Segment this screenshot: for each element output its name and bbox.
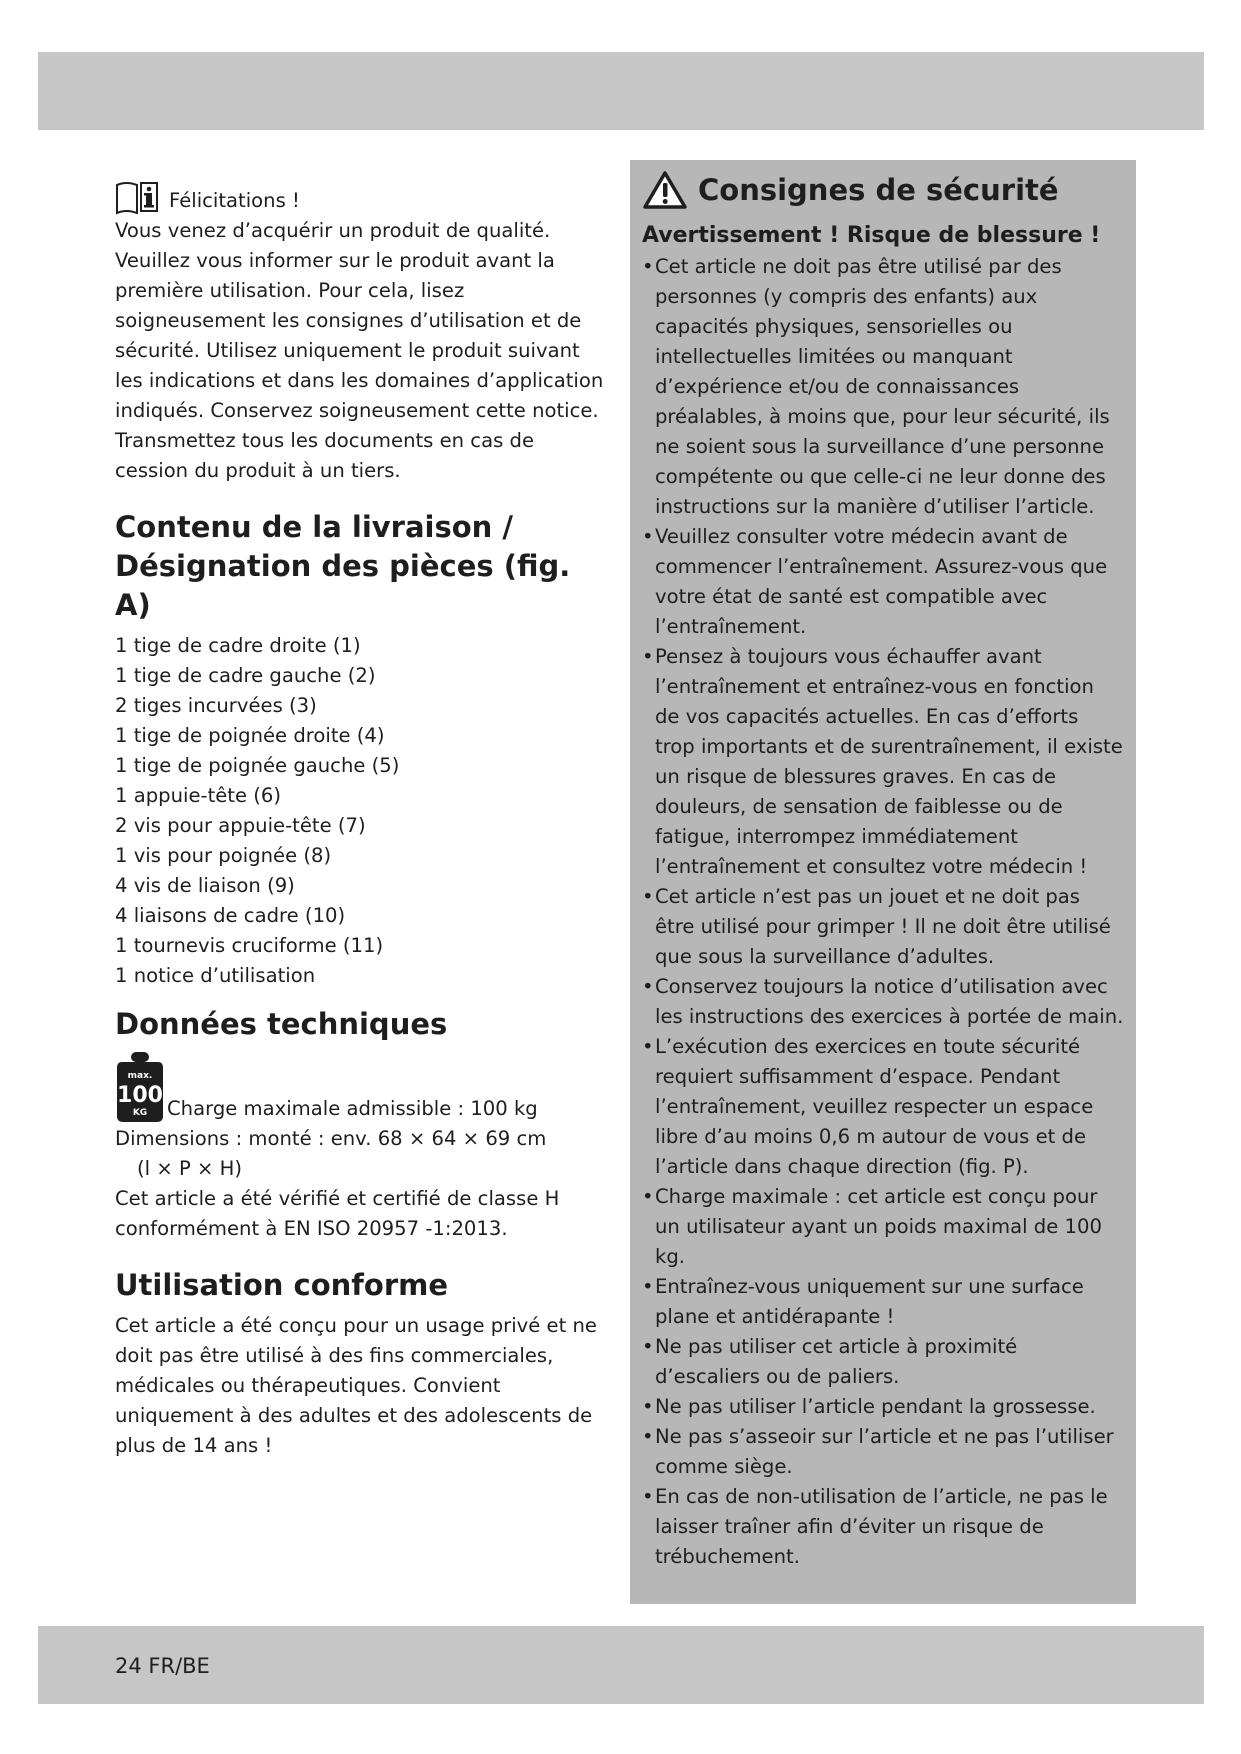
list-item: 1 vis pour poignée (8) [115, 844, 332, 867]
list-item: • Ne pas utiliser cet article à proximité d’escaliers ou de paliers. [642, 1332, 1124, 1392]
weight-icon-unit-label: KG [132, 1108, 148, 1118]
list-item: • Veuillez consulter votre médecin avant de commencer l’entraînement. Assurez-vous que votre état de santé est compatible avec l’entraînement. [642, 522, 1124, 642]
list-item: • Charge maximale : cet article est conçu pour un utilisateur ayant un poids maximal de 100 kg. [642, 1182, 1124, 1272]
max-load-row [115, 1050, 605, 1124]
warning-triangle-icon [642, 170, 688, 210]
contenu-heading [115, 508, 605, 625]
header-band [38, 52, 1204, 130]
list-item: • Cet article ne doit pas être utilisé par des personnes (y compris des enfants) aux capacités physiques, sensorielles ou intellectuelles limitées ou manquant d’expérience et/ou de connaissances préalables, à moins que, pour leur sécurité, ils ne soient sous la surveillance d’une personne compétente ou que celle-ci ne leur donne des instructions sur la manière d’utiliser l’article. [642, 252, 1124, 522]
safety-title: Consignes de sécurité [698, 173, 1059, 207]
list-item: 1 appuie-tête (6) [115, 784, 282, 807]
contenu-heading-line1: Contenu de la livraison / [115, 510, 514, 544]
list-item: 4 liaisons de cadre (10) [115, 904, 346, 927]
list-item: • Ne pas utiliser l’article pendant la grossesse. [642, 1392, 1124, 1422]
parts-list [115, 631, 605, 991]
max-100-kg-weight-icon [115, 1050, 165, 1124]
list-item: 1 tournevis cruciforme (11) [115, 934, 384, 957]
list-item: 1 tige de cadre gauche (2) [115, 664, 376, 687]
list-item: 4 vis de liaison (9) [115, 874, 295, 897]
list-item: 2 vis pour appuie-tête (7) [115, 814, 366, 837]
safety-list [642, 252, 1124, 1572]
list-item: • Cet article n’est pas un jouet et ne doit pas être utilisé pour grimper ! Il ne doit être utilisé que sous la surveillance d’adultes. [642, 882, 1124, 972]
list-item: 1 tige de poignée gauche (5) [115, 754, 400, 777]
utilisation-text: Cet article a été conçu pour un usage privé et ne doit pas être utilisé à des fins commerciales, médicales ou thérapeutiques. Convient uniquement à des adultes et des adolescents de plus de 14 ans ! [115, 1314, 597, 1457]
list-item: 1 tige de cadre droite (1) [115, 634, 361, 657]
list-item: • Conservez toujours la notice d’utilisation avec les instructions des exercices à portée de main. [642, 972, 1124, 1032]
weight-icon-max-label: max. [127, 1071, 153, 1081]
dimensions-sub-text: (l × P × H) [137, 1157, 243, 1180]
left-column [115, 180, 605, 1461]
utilisation-heading: Utilisation conforme [115, 1268, 449, 1302]
safety-subtitle: Avertissement ! Risque de blessure ! [642, 223, 1101, 248]
safety-box [630, 160, 1136, 1604]
page-number: 24 FR/BE [115, 1654, 210, 1678]
safety-heading [642, 170, 1124, 210]
list-item: • Entraînez-vous uniquement sur une surface plane et antidérapante ! [642, 1272, 1124, 1332]
intro-heading [115, 180, 605, 216]
donnees-heading: Données techniques [115, 1007, 448, 1041]
info-book-icon [115, 180, 161, 216]
contenu-heading-line2: Désignation des pièces (fig. A) [115, 549, 571, 622]
list-item: 2 tiges incurvées (3) [115, 694, 317, 717]
intro-paragraph: Vous venez d’acquérir un produit de qualité. Veuillez vous informer sur le produit avant la première utilisation. Pour cela, lisez soigneusement les consignes d’utilisation et de sécurité. Utilisez uniquement le produit suivant les indications et dans les domaines d’application indiqués. Conservez soigneusement cette notice. Transmettez tous les documents en cas de cession du produit à un tiers. [115, 219, 604, 482]
dimensions-text: Dimensions : monté : env. 68 × 64 × 69 cm [115, 1127, 547, 1150]
weight-icon-value-label: 100 [117, 1083, 163, 1108]
list-item: 1 tige de poignée droite (4) [115, 724, 385, 747]
list-item: • En cas de non-utilisation de l’article, ne pas le laisser traîner afin d’éviter un risque de trébuchement. [642, 1482, 1124, 1572]
list-item: • Pensez à toujours vous échauffer avant l’entraînement et entraînez-vous en fonction de vos capacités actuelles. En cas d’efforts trop importants et de surentraînement, il existe un risque de blessures graves. En cas de douleurs, de sensation de faiblesse ou de fatigue, interrompez immédiatement l’entraînement et consultez votre médecin ! [642, 642, 1124, 882]
footer-band [38, 1626, 1204, 1704]
list-item: • L’exécution des exercices en toute sécurité requiert suffisamment d’espace. Pendant l’entraînement, veuillez respecter un espace libre d’au moins 0,6 m autour de vous et de l’article dans chaque direction (fig. P). [642, 1032, 1124, 1182]
intro-heading-text: Félicitations ! [169, 189, 300, 212]
max-load-text: Charge maximale admissible : 100 kg [167, 1097, 538, 1120]
certification-text: Cet article a été vérifié et certifié de classe H conformément à EN ISO 20957 -1:2013. [115, 1187, 560, 1240]
list-item: 1 notice d’utilisation [115, 964, 316, 987]
list-item: • Ne pas s’asseoir sur l’article et ne pas l’utiliser comme siège. [642, 1422, 1124, 1482]
